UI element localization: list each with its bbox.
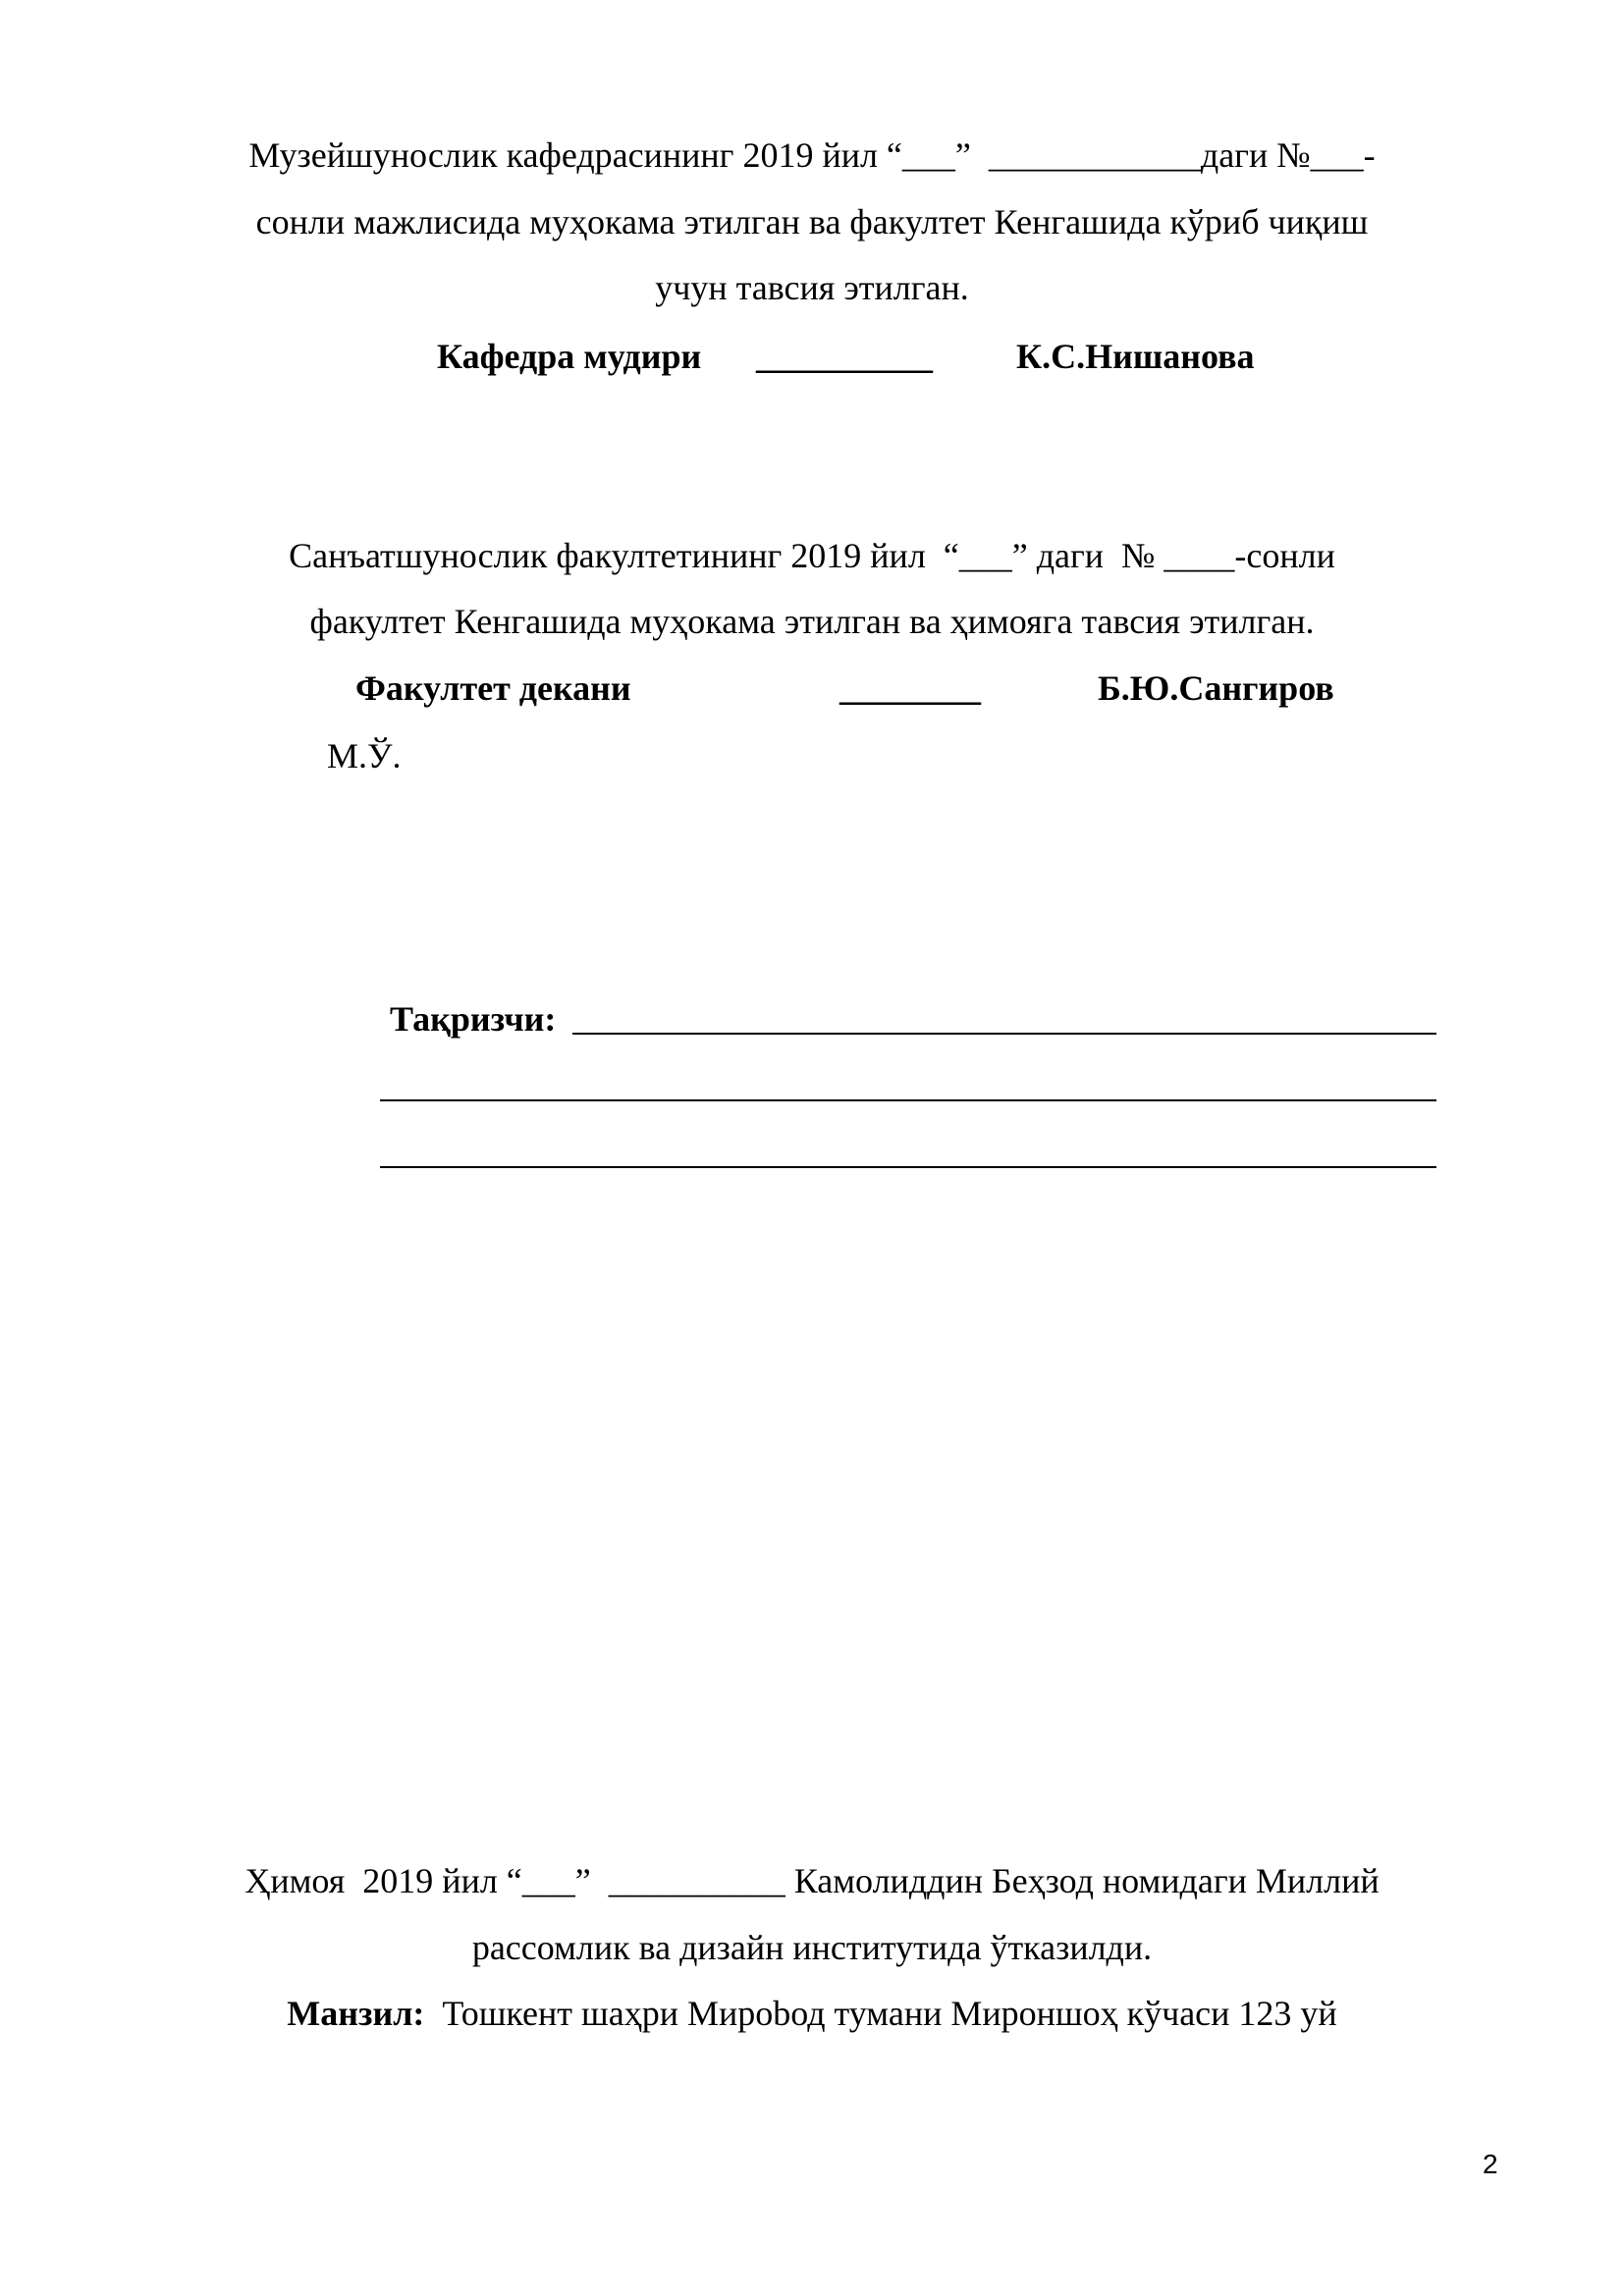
address-line [0, 1996, 1624, 2031]
address-value: Тошкент шаҳри Мирobод тумани Мироншоҳ кўчаси 123 уй [442, 1994, 1337, 2033]
seal-mark: М.Ў. [327, 736, 402, 775]
department-approval-line-3: учун тавсия этилган. [655, 268, 969, 307]
department-approval-line-1: Музейшунослик кафедрасининг 2019 йил “___” ____________даги №___- [248, 135, 1376, 175]
department-head-signature-blank: __________ [756, 337, 933, 376]
department-head-title: Кафедра мудири [437, 337, 702, 376]
reviewer-blank-line-3 [380, 1166, 1436, 1168]
reviewer-blank-line-1 [572, 1033, 1436, 1035]
reviewer-label: Тақризчи: [390, 999, 557, 1039]
reviewer-blank-line-2 [380, 1099, 1436, 1101]
faculty-dean-title: Факултет декани [355, 668, 631, 708]
faculty-dean-name: Б.Ю.Сангиров [1098, 668, 1334, 708]
defense-line-1: Ҳимоя 2019 йил “___” __________ Камолиддин Беҳзод номидаги Миллий [244, 1861, 1380, 1900]
address-label: Манзил: [287, 1994, 425, 2033]
defense-line-2: рассомлик ва дизайн институтида ўтказилди. [471, 1928, 1153, 1967]
faculty-approval-line-1: Санъатшунослик факултетининг 2019 йил “___” даги № ____-сонли [289, 536, 1335, 575]
faculty-dean-signature-blank: ________ [839, 668, 981, 708]
page-number: 2 [1483, 2149, 1498, 2179]
department-approval-line-2: сонли мажлисида муҳокама этилган ва факултет Кенгашида кўриб чиқиш [255, 202, 1369, 241]
department-head-name: К.С.Нишанова [1016, 337, 1255, 376]
faculty-approval-line-2: факултет Кенгашида муҳокама этилган ва ҳимояга тавсия этилган. [309, 602, 1315, 641]
